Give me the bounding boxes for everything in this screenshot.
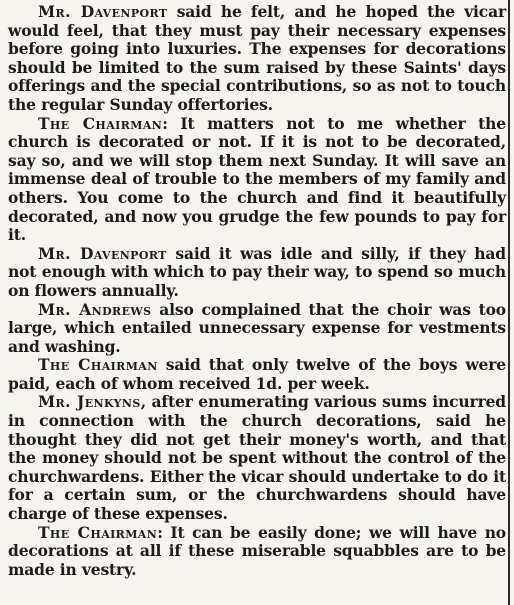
- speaker-name: The Chairman: [38, 113, 163, 133]
- paragraph-text: , after enumerating various sums incurred in connection with the church decorations, said he thought they did not get their money's worth, and that the money should not be spent without the control of the churchwardens. Either the vicar should undertake to do it for a certain sum, or the churchwardens should have charge of these expenses.: [8, 392, 506, 524]
- paragraph-text: said he felt, and he hoped the vicar would feel, that they must pay their necessary expenses before going into luxuries. The expenses for decorations should be limited to the sum raised by these Saints' days offerings and the special contributions, so as not to touch the regular Sunday offertories.: [8, 2, 506, 114]
- paragraph-text: : It matters not to me whether the church is decorated or not. If it is not to be decorated, say so, and we will stop them next Sunday. It will save an immense deal of trouble to the members of my family and others. You come to the church and find it beautifully decorated, and now you grudge the few pounds to pay for it.: [8, 113, 506, 245]
- paragraph-6: [8, 393, 506, 523]
- speaker-name: Mr. Davenport: [38, 243, 167, 263]
- paragraph-1: [8, 3, 506, 115]
- paragraph-7: [8, 524, 506, 580]
- paragraph-text: also complained that the choir was too large, which entailed unnecessary expense for vestments and washing.: [8, 299, 506, 356]
- speaker-name: Mr. Davenport: [38, 2, 168, 21]
- paragraph-3: [8, 245, 506, 301]
- speaker-name: Mr. Andrews: [38, 299, 152, 319]
- paragraph-text: said that only twelve of the boys were paid, each of whom received 1d. per week.: [8, 355, 507, 393]
- speaker-name: Mr. Jenkyns: [38, 392, 141, 412]
- column-rule: [508, 0, 510, 605]
- speaker-name: The Chairman: [38, 355, 158, 375]
- paragraph-2: [8, 115, 506, 245]
- paragraph-4: [8, 301, 506, 357]
- paragraph-5: [8, 356, 506, 393]
- paragraph-text: : It can be easily done; we will have no decorations at all if these miserable squabbles are to be made in vestry.: [8, 522, 506, 579]
- paragraph-text: said it was idle and silly, if they had not enough with which to pay their way, to spend so much on flowers annually.: [8, 243, 506, 300]
- article-column: [8, 3, 506, 579]
- speaker-name: The Chairman: [38, 522, 158, 542]
